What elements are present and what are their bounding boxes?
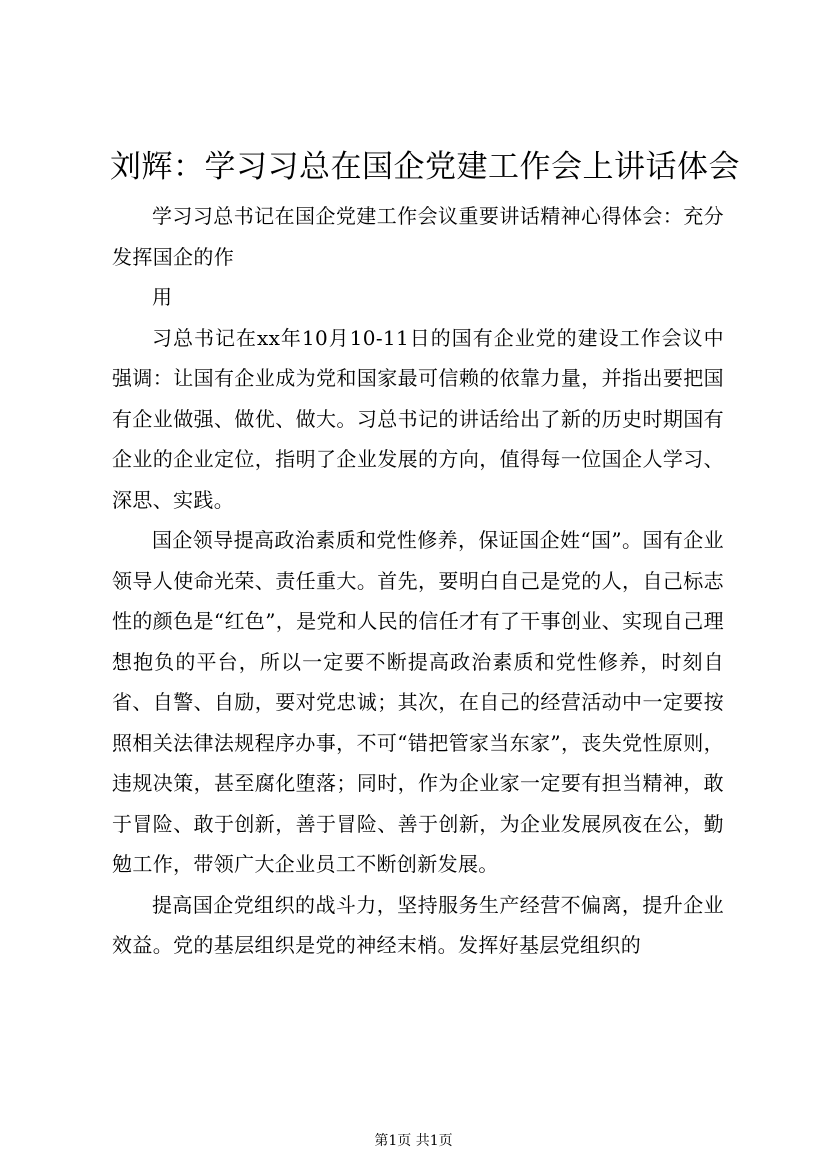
document-body — [112, 196, 724, 966]
document-title: 刘辉：学习习总在国企党建工作会上讲话体会 — [110, 149, 740, 185]
paragraph-subtitle-continued: 用 — [152, 285, 173, 309]
paragraph-leadership: 国企领导提高政治素质和党性修养，保证国企姓“国”。国有企业领导人使命光荣、责任重大。首先，要明白自己是党的人，自己标志性的颜色是“红色”，是党和人民的信任才有了干事创业、实现自己理想抱负的平台，所以一定要不断提高政治素质和党性修养，时刻自省、自警、自励，要对党忠诚；其次，在自己的经营活动中一定要按照相关法律法规程序办事，不可“错把管家当东家”，丧失党性原则，违规决策，甚至腐化堕落；同时，作为企业家一定要有担当精神，敢于冒险、敢于创新，善于冒险、善于创新，为企业发展夙夜在公，勤勉工作，带领广大企业员工不断创新发展。 — [112, 528, 724, 876]
page-number-footer: 第1页 共1页 — [374, 1133, 453, 1149]
paragraph-intro: 习总书记在xx年10月10-11日的国有企业党的建设工作会议中强调：让国有企业成为党和国家最可信赖的依靠力量，并指出要把国有企业做强、做优、做大。习总书记的讲话给出了新的历史时期国有企业的企业定位，指明了企业发展的方向，值得每一位国企人学习、深思、实践。 — [112, 325, 724, 512]
paragraph-subtitle: 学习习总书记在国企党建工作会议重要讲话精神心得体会：充分发挥国企的作 — [112, 204, 724, 269]
paragraph-party-organization: 提高国企党组织的战斗力，坚持服务生产经营不偏离，提升企业效益。党的基层组织是党的神经末梢。发挥好基层党组织的 — [112, 892, 724, 957]
